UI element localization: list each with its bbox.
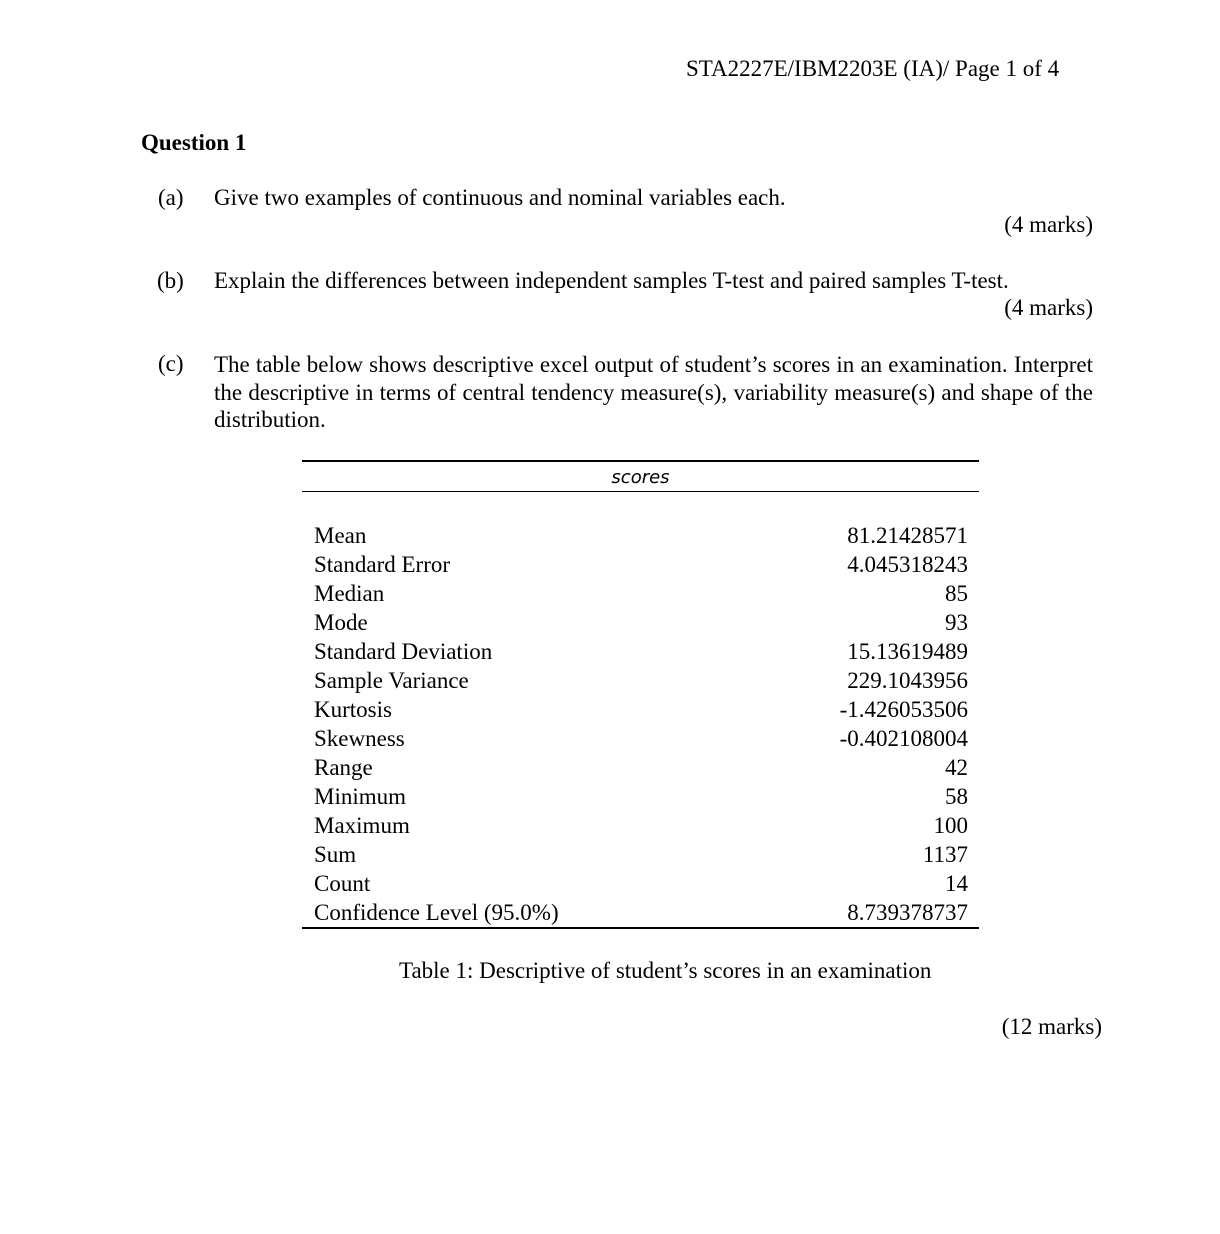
row-value: -1.426053506 [839,697,968,722]
row-value: 4.045318243 [847,552,968,577]
table-row [314,668,968,697]
question-title: Question 1 [141,130,247,155]
table-row [314,726,968,755]
table-top-rule [302,460,979,462]
table-row [314,813,968,842]
table-row [314,697,968,726]
part-b-text: Explain the differences between independent samples T-test and paired samples T-test. [214,268,1009,293]
part-a-text: Give two examples of continuous and nominal variables each. [214,185,786,210]
table-row [314,610,968,639]
table-bottom-rule [302,927,979,929]
row-value: 1137 [922,842,968,867]
table-caption: Table 1: Descriptive of student’s scores in an examination [399,958,932,983]
row-label: Standard Error [314,552,451,577]
row-value: 14 [945,871,968,896]
table-row [314,842,968,871]
row-value: 100 [933,813,968,838]
row-label: Maximum [314,813,410,838]
part-c-marks: (12 marks) [1001,1014,1102,1039]
part-b-label: (b) [157,268,184,293]
part-a-marks: (4 marks) [1004,212,1093,237]
row-value: 93 [945,610,968,635]
row-label: Count [314,871,371,896]
row-value: 229.1043956 [847,668,968,693]
row-label: Confidence Level (95.0%) [314,900,559,925]
row-label: Sample Variance [314,668,469,693]
table-row [314,639,968,668]
table-row [314,755,968,784]
table-column-header: scores [611,467,670,488]
table-row [314,523,968,552]
row-value: 42 [945,755,968,780]
part-c-text: The table below shows descriptive excel output of student’s scores in an examination. Interpret the descriptive in terms of central tendency measure(s), variability measure(s) and shape of the distribution. [214,352,1093,432]
page-header: STA2227E/IBM2203E (IA)/ Page 1 of 4 [686,56,1060,81]
row-value: 85 [945,581,968,606]
row-label: Minimum [314,784,407,809]
table-row [314,871,968,900]
row-label: Mode [314,610,368,635]
table-row [314,581,968,610]
table-row [314,900,968,929]
row-value: 58 [945,784,968,809]
row-value: 8.739378737 [847,900,968,925]
row-label: Sum [314,842,357,867]
table-row [314,784,968,813]
table-header-rule [302,491,979,492]
row-value: 81.21428571 [847,523,968,548]
part-b-marks: (4 marks) [1004,295,1093,320]
part-a-label: (a) [158,185,184,210]
row-label: Median [314,581,385,606]
row-label: Standard Deviation [314,639,493,664]
row-value: -0.402108004 [839,726,968,751]
row-value: 15.13619489 [847,639,968,664]
table-row [314,552,968,581]
row-label: Range [314,755,373,780]
row-label: Kurtosis [314,697,392,722]
row-label: Skewness [314,726,405,751]
part-c-label: (c) [158,351,184,376]
row-label: Mean [314,523,367,548]
